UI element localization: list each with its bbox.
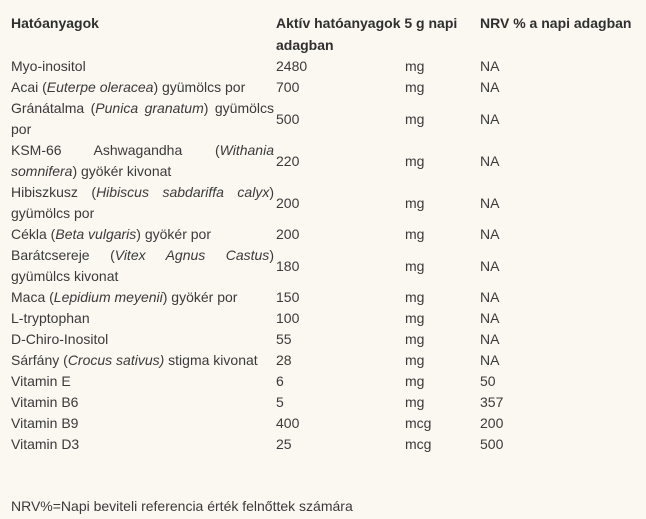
ingredient-nrv: NA	[480, 352, 500, 368]
ingredient-amount: 28	[276, 352, 292, 368]
ingredient-nrv: NA	[480, 226, 500, 242]
latin-name: Vitex Agnus Castus	[114, 247, 270, 263]
ingredient-amount: 180	[276, 257, 300, 274]
ingredient-amount: 200	[276, 194, 300, 211]
ingredient-unit: mg	[405, 110, 425, 127]
ingredient-unit: mg	[405, 289, 425, 305]
ingredient-name	[11, 140, 276, 182]
name-text: Vitamin D3	[11, 436, 80, 452]
ingredient-name	[11, 371, 276, 392]
table-row	[11, 350, 643, 371]
ingredient-nrv: NA	[480, 79, 500, 95]
table-row	[11, 434, 643, 455]
name-text: ) gyümölcs por	[11, 100, 275, 137]
header-active-amount	[276, 12, 480, 56]
table-row	[11, 56, 643, 77]
ingredient-unit: mg	[405, 373, 425, 389]
ingredient-nrv: NA	[480, 152, 500, 169]
name-text: Myo-inositol	[11, 58, 86, 74]
latin-name: Lepidium meyenii	[53, 289, 163, 305]
ingredient-unit: mg	[405, 257, 425, 274]
header-nrv: NRV % a napi adagban	[480, 15, 632, 31]
name-text: ) gyökér por	[162, 289, 238, 305]
name-text: ) gyümölcs por	[153, 79, 246, 95]
name-text: KSM-66 Ashwagandha (	[11, 142, 220, 158]
ingredient-unit: mg	[405, 331, 425, 347]
ingredient-unit: mg	[405, 352, 425, 368]
ingredient-unit: mcg	[405, 436, 432, 452]
table-row	[11, 371, 643, 392]
table-row	[11, 245, 643, 287]
name-text: Acai (	[11, 79, 47, 95]
header-active-amount-line1: Aktív hatóanyagok 5 g napi	[276, 15, 458, 31]
table-row	[11, 413, 643, 434]
table-row	[11, 140, 643, 182]
ingredient-unit: mg	[405, 152, 425, 169]
latin-name: Beta vulgaris	[55, 226, 137, 242]
ingredient-name	[11, 413, 276, 434]
ingredients-table	[11, 12, 643, 455]
ingredient-unit: mg	[405, 58, 425, 74]
ingredient-amount: 200	[276, 226, 300, 242]
ingredient-name	[11, 56, 276, 77]
ingredient-nrv: NA	[480, 289, 500, 305]
ingredient-unit: mcg	[405, 415, 432, 431]
ingredient-amount: 100	[276, 310, 300, 326]
table-row	[11, 224, 643, 245]
name-text: Gránátalma (	[11, 100, 96, 116]
table-row	[11, 182, 643, 224]
table-row	[11, 308, 643, 329]
ingredient-unit: mg	[405, 194, 425, 211]
ingredient-nrv: NA	[480, 310, 500, 326]
ingredient-amount: 500	[276, 110, 300, 127]
table-row	[11, 77, 643, 98]
table-row	[11, 392, 643, 413]
ingredient-amount: 2480	[276, 58, 308, 74]
latin-name: Withania somnifera	[11, 142, 274, 179]
latin-name: Hibiscus sabdariffa calyx	[96, 184, 270, 200]
ingredient-amount: 220	[276, 152, 300, 169]
name-text: stigma kivonat	[164, 352, 258, 368]
header-ingredients: Hatóanyagok	[11, 15, 99, 31]
name-text: ) gyümülcs kivonat	[11, 247, 274, 284]
ingredient-name	[11, 224, 276, 245]
latin-name: Euterpe oleracea	[46, 79, 154, 95]
ingredient-name	[11, 98, 276, 140]
ingredient-nrv: NA	[480, 194, 500, 211]
name-text: Maca (	[11, 289, 54, 305]
ingredient-amount: 55	[276, 331, 292, 347]
ingredient-name	[11, 182, 276, 224]
name-text: Vitamin B9	[11, 415, 79, 431]
name-text: Hibiszkusz (	[11, 184, 97, 200]
ingredient-nrv: 200	[480, 415, 504, 431]
name-text: Barátcsereje (	[11, 247, 115, 263]
ingredient-unit: mg	[405, 79, 425, 95]
ingredient-name	[11, 434, 276, 455]
name-text: Vitamin E	[11, 373, 71, 389]
table-row	[11, 98, 643, 140]
ingredient-nrv: 50	[480, 373, 496, 389]
name-text: L-tryptophan	[11, 310, 90, 326]
name-text: ) gyökér por	[136, 226, 211, 242]
name-text: D-Chiro-Inositol	[11, 331, 109, 347]
ingredient-name	[11, 329, 276, 350]
ingredient-amount: 5	[276, 394, 284, 410]
latin-name: Punica granatum	[95, 100, 204, 116]
name-text: Cékla (	[11, 226, 56, 242]
ingredient-amount: 700	[276, 79, 300, 95]
footnote: NRV%=Napi beviteli referencia érték felnőttek számára	[11, 498, 353, 514]
ingredient-nrv: NA	[480, 58, 500, 74]
ingredient-nrv: NA	[480, 110, 500, 127]
name-text: Sárfány (	[11, 352, 68, 368]
ingredient-name	[11, 350, 276, 371]
ingredient-amount: 150	[276, 289, 300, 305]
table-header-row	[11, 12, 643, 56]
ingredient-amount: 6	[276, 373, 284, 389]
ingredient-name	[11, 245, 276, 287]
name-text: ) gyökér kivonat	[72, 163, 172, 179]
ingredient-amount: 400	[276, 415, 300, 431]
name-text: Vitamin B6	[11, 394, 79, 410]
ingredient-nrv: NA	[480, 257, 500, 274]
ingredient-nrv: 357	[480, 394, 504, 410]
ingredient-name	[11, 308, 276, 329]
ingredient-nrv: 500	[480, 436, 504, 452]
ingredient-nrv: NA	[480, 331, 500, 347]
table-row	[11, 329, 643, 350]
name-text: ) gyümölcs por	[11, 184, 274, 221]
ingredient-unit: mg	[405, 310, 425, 326]
ingredient-amount: 25	[276, 436, 292, 452]
ingredient-unit: mg	[405, 226, 425, 242]
latin-name: Crocus sativus)	[67, 352, 165, 368]
ingredient-name	[11, 77, 276, 98]
ingredient-name	[11, 392, 276, 413]
ingredient-unit: mg	[405, 394, 425, 410]
header-active-amount-line2: adagban	[276, 37, 334, 53]
ingredient-name	[11, 287, 276, 308]
table-row	[11, 287, 643, 308]
